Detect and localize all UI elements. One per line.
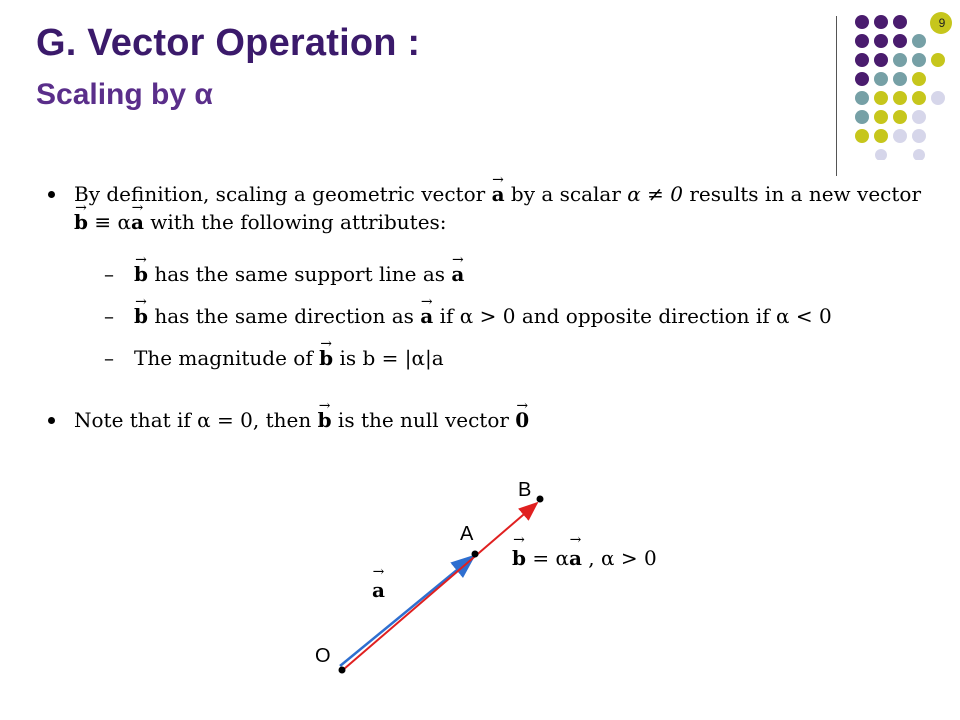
point-b bbox=[537, 496, 544, 503]
slide-title: G. Vector Operation : bbox=[36, 22, 421, 64]
vector-a-symbol: → a bbox=[492, 180, 505, 208]
vector-a-arrow bbox=[340, 556, 474, 666]
vector-a-symbol: → a bbox=[569, 546, 582, 570]
vector-a-symbol: → a bbox=[451, 260, 464, 288]
label-o: O bbox=[315, 645, 331, 667]
vector-b-symbol: → b bbox=[74, 208, 88, 236]
attribute-item: – → b has the same support line as → a bbox=[104, 260, 928, 288]
vector-b-symbol: → b bbox=[318, 406, 332, 434]
scaling-diagram bbox=[300, 470, 720, 710]
bullet-definition: By definition, scaling a geometric vector → a by a scalar α ≠ 0 results in a new vector → b ≡ α→ a with the following attributes: bbox=[48, 180, 928, 236]
bullet-dot bbox=[48, 417, 55, 424]
attribute-item: – → b has the same direction as → a if α > 0 and opposite direction if α < 0 bbox=[104, 302, 928, 330]
label-a: A bbox=[460, 523, 474, 545]
vector-b-symbol: → b bbox=[134, 260, 148, 288]
slide-number: 9 bbox=[938, 16, 946, 30]
vector-b-symbol: → b bbox=[134, 302, 148, 330]
bullet-null-vector: Note that if α = 0, then → b is the null vector → 0 bbox=[48, 406, 928, 434]
vector-a-label: → a bbox=[372, 578, 385, 602]
null-vector-symbol: → 0 bbox=[515, 406, 529, 434]
attribute-item: – The magnitude of → b is b = |α|a bbox=[104, 344, 928, 372]
label-b: B bbox=[518, 479, 532, 501]
alpha-condition: α ≠ 0 bbox=[627, 182, 683, 206]
slide-body bbox=[48, 180, 928, 434]
point-o bbox=[339, 667, 346, 674]
divider-line bbox=[836, 16, 837, 176]
slide-subtitle: Scaling by α bbox=[36, 78, 213, 111]
vector-b-symbol: → b bbox=[512, 546, 526, 570]
vector-a-symbol: → a bbox=[420, 302, 433, 330]
attribute-list bbox=[48, 260, 928, 372]
scaling-formula: → b = α→ a , α > 0 bbox=[512, 546, 657, 570]
vector-b-symbol: → b bbox=[319, 344, 333, 372]
point-a bbox=[472, 551, 479, 558]
vector-a-symbol: → a bbox=[131, 208, 144, 236]
bullet-dot bbox=[48, 191, 55, 198]
